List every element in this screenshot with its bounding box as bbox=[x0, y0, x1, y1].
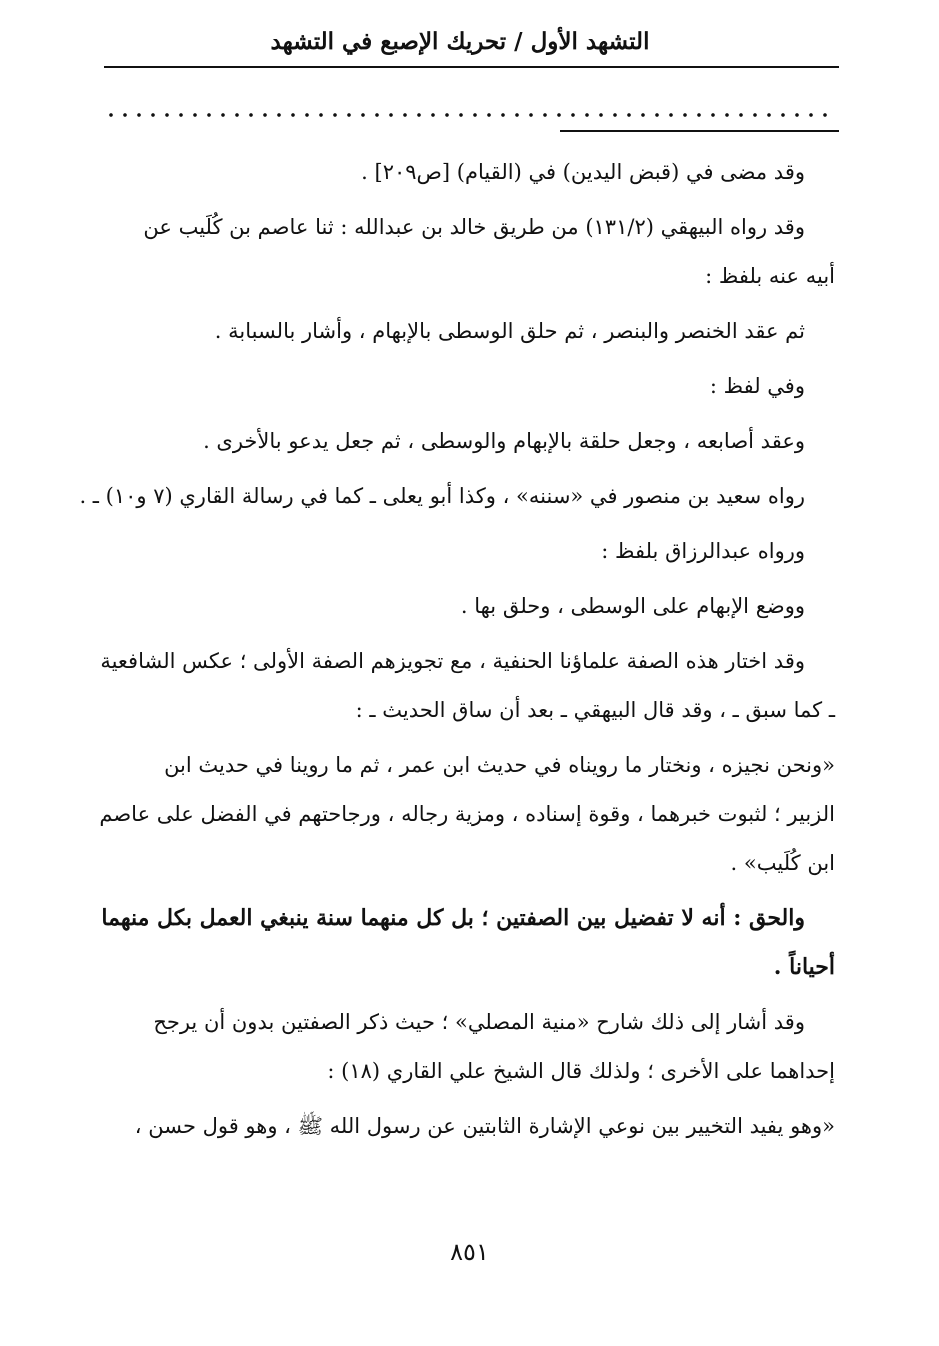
text-line: وقد مضى في (قبض اليدين) في (القيام) [ص٢٠٩] . bbox=[361, 160, 805, 184]
bold-line: والحق : أنه لا تفضيل بين الصفتين ؛ بل كل منهما سنة ينبغي العمل بكل منهما bbox=[101, 905, 805, 931]
text-line: وقد رواه البيهقي (١٣١/٢) من طريق خالد بن عبدالله : ثنا عاصم بن كُلَيب عن bbox=[143, 215, 805, 239]
text-line: وقد اختار هذه الصفة علماؤنا الحنفية ، مع تجويزهم الصفة الأولى ؛ عكس الشافعية bbox=[100, 649, 805, 673]
section-rule bbox=[560, 130, 839, 132]
page-number: ٨٥١ bbox=[450, 1238, 489, 1266]
text-line: وعقد أصابعه ، وجعل حلقة بالإبهام والوسطى ، ثم جعل يدعو بالأخرى . bbox=[203, 429, 805, 453]
text-line: رواه سعيد بن منصور في «سننه» ، وكذا أبو يعلى ـ كما في رسالة القاري (٧ و١٠) ـ . bbox=[79, 484, 805, 508]
quote-line: «وهو يفيد التخيير بين نوعي الإشارة الثابتين عن رسول الله ﷺ ، وهو قول حسن ، bbox=[134, 1114, 835, 1138]
text-line: ورواه عبدالرزاق بلفظ : bbox=[601, 539, 805, 563]
text-line: وقد أشار إلى ذلك شارح «منية المصلي» ؛ حيث ذكر الصفتين بدون أن يرجح bbox=[153, 1010, 805, 1034]
text-line: ثم عقد الخنصر والبنصر ، ثم حلق الوسطى بالإبهام ، وأشار بالسبابة . bbox=[214, 319, 805, 343]
running-head: التشهد الأول / تحريك الإصبع في التشهد bbox=[270, 28, 650, 55]
text-line: أبيه عنه بلفظ : bbox=[705, 264, 835, 288]
text-line: إحداهما على الأخرى ؛ ولذلك قال الشيخ علي القاري (١٨) : bbox=[327, 1059, 835, 1083]
quote-line: «ونحن نجيزه ، ونختار ما رويناه في حديث ابن عمر ، ثم ما روينا في حديث ابن bbox=[164, 753, 835, 777]
header-rule bbox=[104, 66, 839, 68]
text-line: ووضع الإبهام على الوسطى ، وحلق بها . bbox=[460, 594, 805, 618]
quote-line: الزبير ؛ لثبوت خبرهما ، وقوة إسناده ، ومزية رجاله ، ورجاحتهم في الفضل على عاصم bbox=[99, 802, 835, 826]
dotted-separator bbox=[104, 108, 832, 122]
body-text bbox=[79, 158, 835, 1167]
text-line: وفي لفظ : bbox=[709, 374, 805, 398]
quote-line: ابن كُلَيب» . bbox=[730, 851, 835, 875]
bold-line: أحياناً . bbox=[773, 954, 835, 980]
text-line: ـ كما سبق ـ ، وقد قال البيهقي ـ بعد أن ساق الحديث ـ : bbox=[355, 698, 835, 722]
